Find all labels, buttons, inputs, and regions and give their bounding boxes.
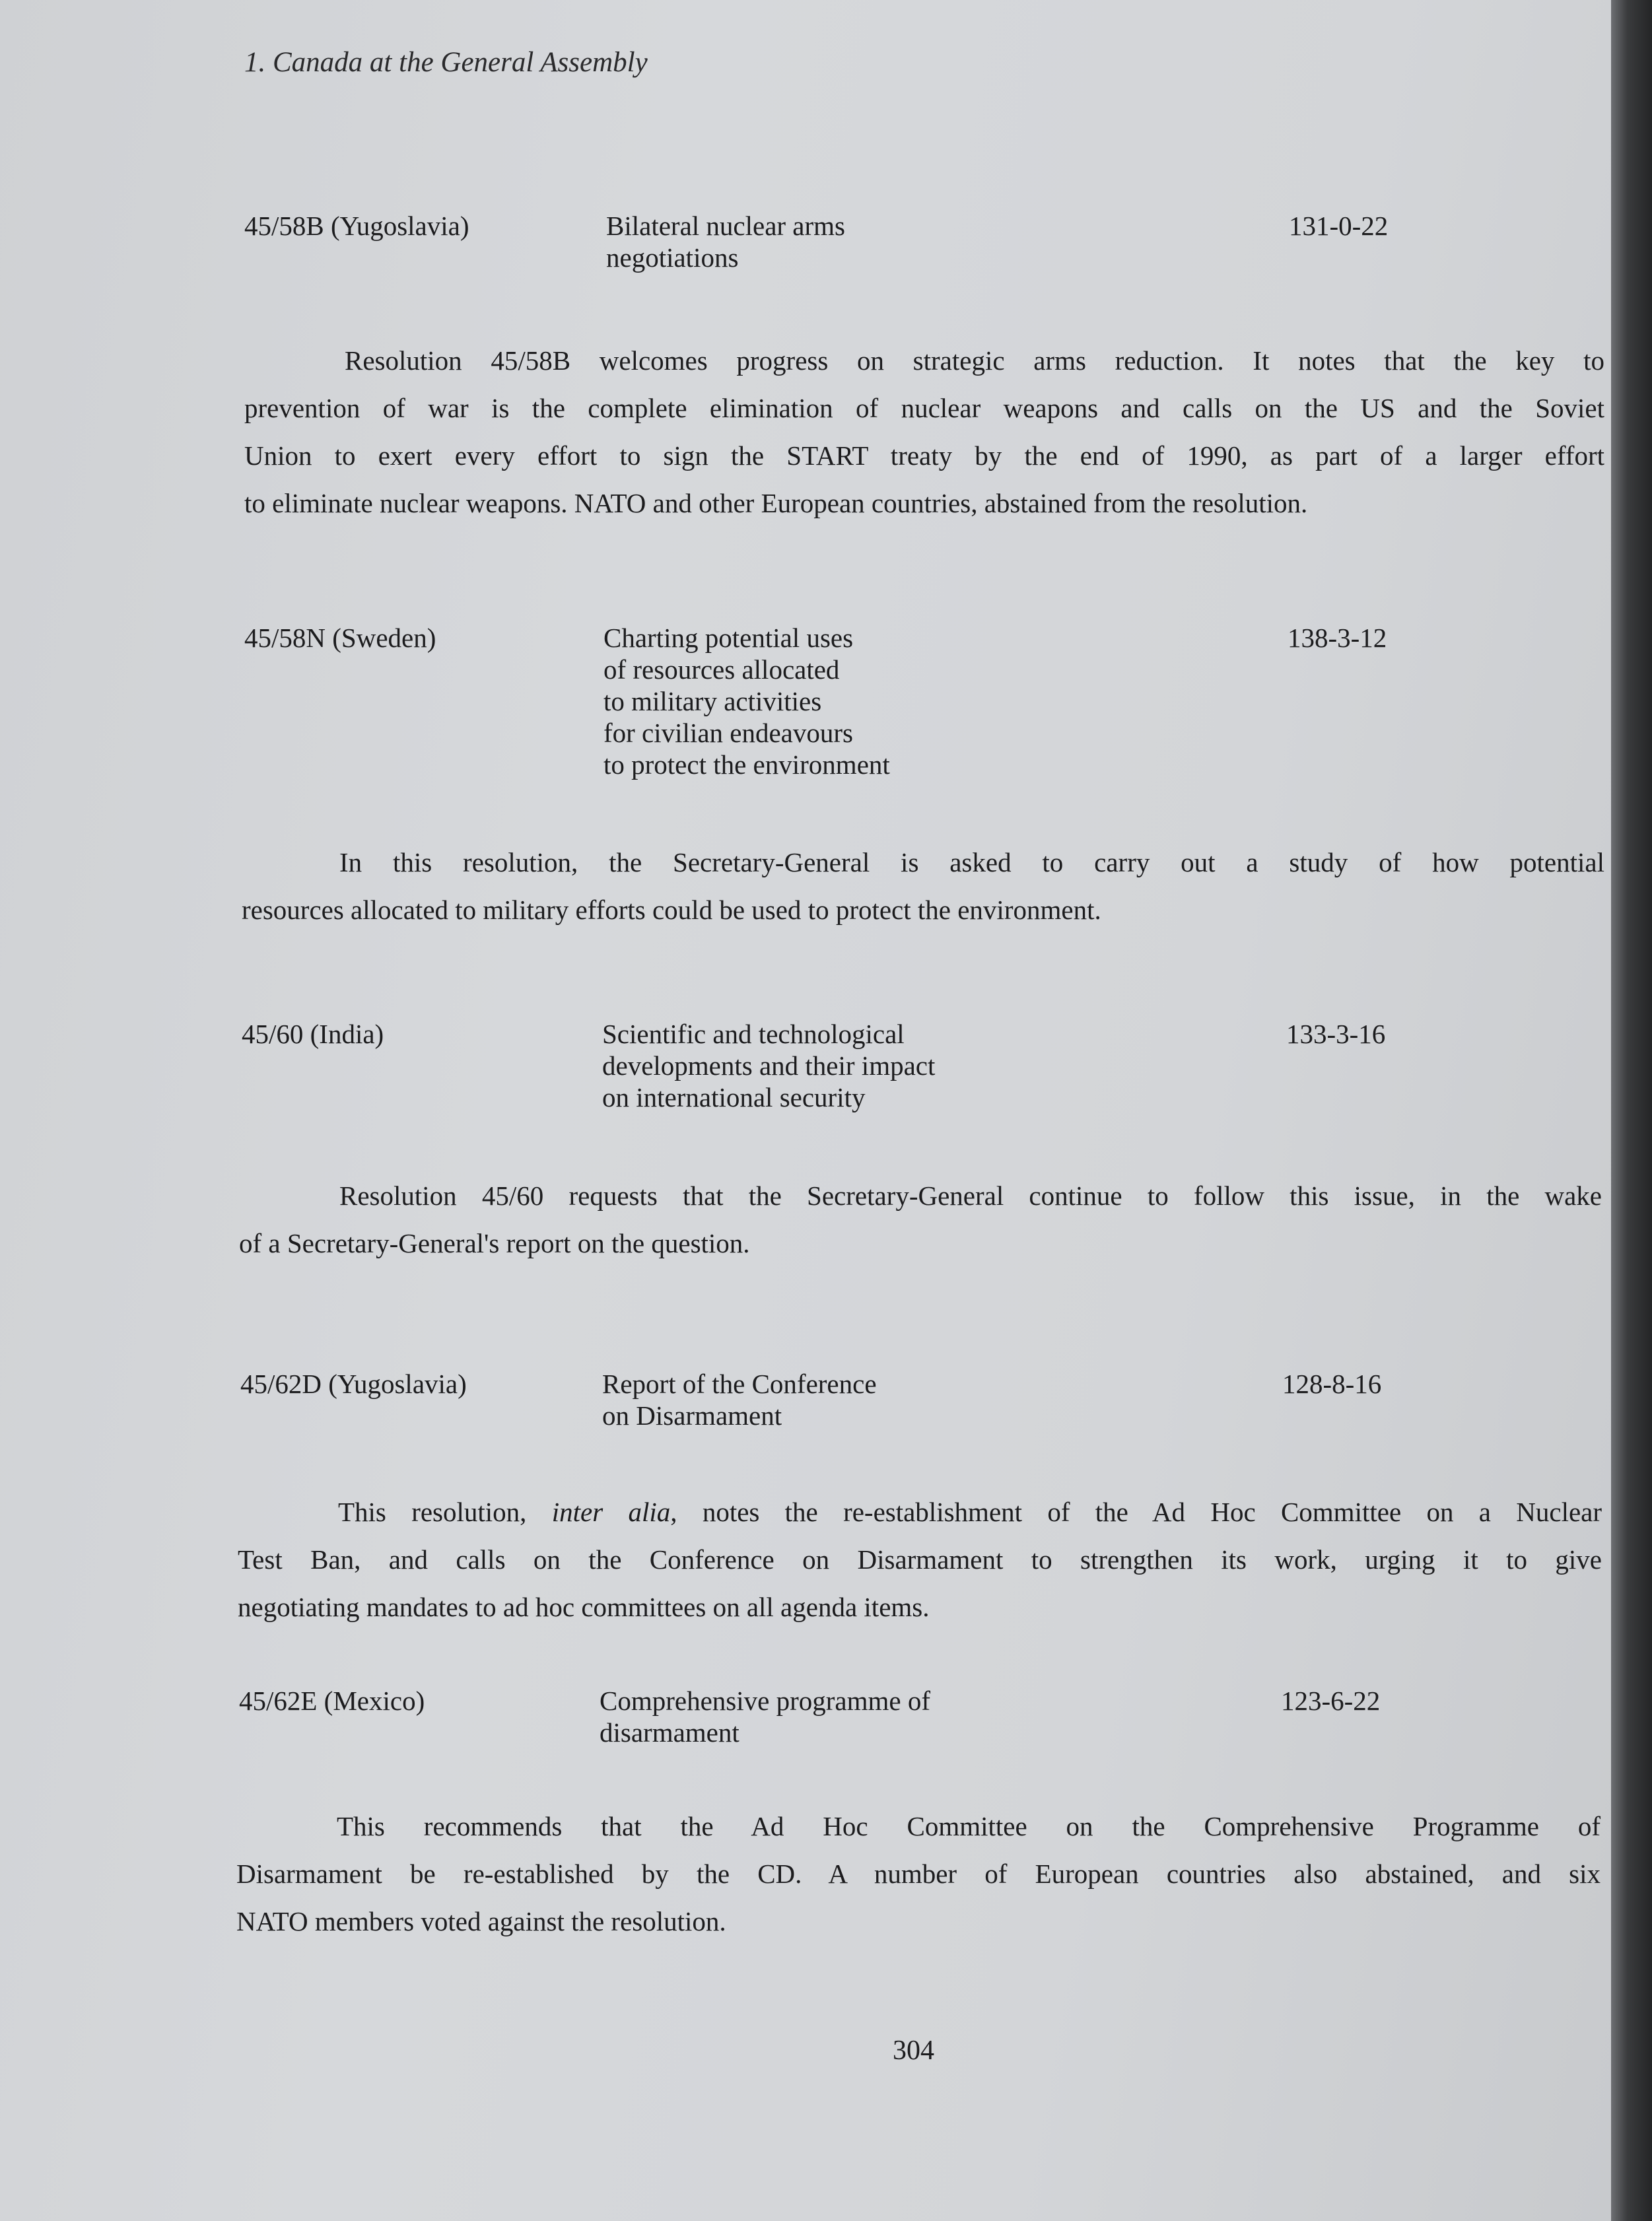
paragraph-line: Test Ban, and calls on the Conference on Disarmament to strengthen its work, urging it to give <box>238 1544 1602 1575</box>
paragraph-line: prevention of war is the complete elimination of nuclear weapons and calls on the US and the Soviet <box>244 393 1604 423</box>
paragraph-line: NATO members voted against the resolution. <box>236 1906 726 1936</box>
paragraph-line: This resolution, inter alia, notes the re-establishment of the Ad Hoc Committee on a Nuclear <box>338 1497 1602 1527</box>
paragraph-line: In this resolution, the Secretary-General is asked to carry out a study of how potential <box>339 847 1604 877</box>
subject-line: Report of the Conference <box>602 1369 877 1399</box>
subject-line: of resources allocated <box>603 654 840 685</box>
paragraph-line: Union to exert every effort to sign the START treaty by the end of 1990, as part of a larger effort <box>244 440 1604 471</box>
resolution-paragraph <box>239 1172 1602 1267</box>
subject-line: for civilian endeavours <box>603 718 853 748</box>
resolution-paragraph <box>244 337 1604 527</box>
paragraph-line: Resolution 45/60 requests that the Secretary-General continue to follow this issue, in the wake <box>339 1180 1602 1211</box>
resolution-id: 45/60 (India) <box>242 1019 384 1049</box>
subject-line: on Disarmament <box>602 1400 782 1431</box>
page-number: 304 <box>893 2035 934 2066</box>
vote-count: 131-0-22 <box>1289 211 1389 241</box>
paragraph-line: This recommends that the Ad Hoc Committee on the Comprehensive Programme of <box>337 1811 1600 1841</box>
subject-line: Scientific and technological <box>602 1019 905 1049</box>
resolution-id: 45/62E (Mexico) <box>239 1686 425 1716</box>
resolution-paragraph <box>238 1488 1602 1631</box>
resolution-subject <box>602 1018 1104 1113</box>
vote-count: 128-8-16 <box>1282 1369 1382 1399</box>
resolution-paragraph <box>242 838 1604 934</box>
subject-line: to military activities <box>603 686 822 716</box>
subject-line: on international security <box>602 1082 866 1112</box>
paragraph-line: negotiating mandates to ad hoc committees on all agenda items. <box>238 1592 930 1622</box>
resolution-subject <box>603 622 1105 780</box>
resolution-paragraph <box>236 1802 1600 1945</box>
subject-line: to protect the environment <box>603 749 890 780</box>
vote-count: 123-6-22 <box>1281 1686 1381 1716</box>
resolution-id: 45/62D (Yugoslavia) <box>240 1369 467 1399</box>
vote-count: 133-3-16 <box>1286 1019 1386 1049</box>
resolution-id: 45/58N (Sweden) <box>244 623 436 653</box>
paragraph-line: to eliminate nuclear weapons. NATO and other European countries, abstained from the resolution. <box>244 488 1308 518</box>
running-head: 1. Canada at the General Assembly <box>244 47 648 78</box>
paragraph-line: Disarmament be re-established by the CD. A number of European countries also abstained, and six <box>236 1859 1600 1889</box>
resolution-id: 45/58B (Yugoslavia) <box>244 211 469 241</box>
subject-line: Charting potential uses <box>603 623 854 653</box>
vote-count: 138-3-12 <box>1288 623 1387 653</box>
subject-line: Bilateral nuclear arms <box>606 211 845 241</box>
subject-line: negotiations <box>606 242 739 273</box>
subject-line: developments and their impact <box>602 1050 936 1081</box>
resolution-subject <box>602 1368 1104 1431</box>
paragraph-line: of a Secretary-General's report on the question. <box>239 1228 750 1258</box>
book-spine-shadow <box>1611 0 1652 2221</box>
resolution-subject <box>606 210 1108 273</box>
paragraph-line: Resolution 45/58B welcomes progress on strategic arms reduction. It notes that the key to <box>345 345 1604 376</box>
resolution-subject <box>600 1685 1101 1748</box>
subject-line: disarmament <box>600 1717 740 1748</box>
paragraph-line: resources allocated to military efforts could be used to protect the environment. <box>242 895 1101 925</box>
subject-line: Comprehensive programme of <box>600 1686 930 1716</box>
